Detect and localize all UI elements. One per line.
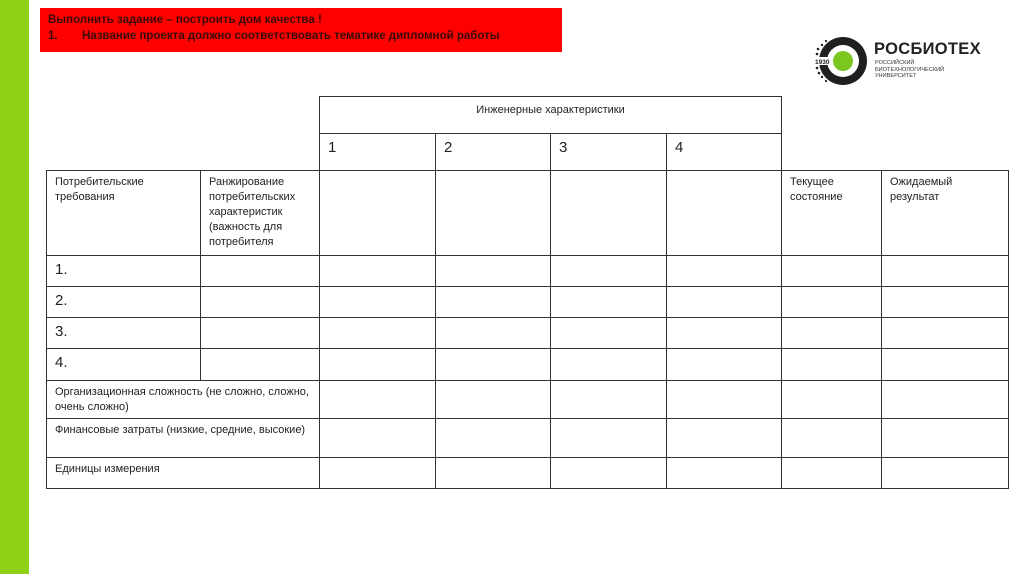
table-cell [881,286,1009,318]
table-cell [319,255,436,287]
cell-h-3 [550,170,667,256]
table-cell [781,348,882,381]
cell-h-2 [435,170,551,256]
table-cell [200,317,320,349]
task-item-number: 1. [48,30,58,42]
table-cell [200,255,320,287]
table-cell [666,418,782,458]
engineering-column-1: 1 [319,133,436,171]
expected-result-header: Ожидаемый результат [881,170,1009,256]
row-label-2: 2. [46,286,201,318]
table-cell [200,286,320,318]
table-cell [435,317,551,349]
units-label: Единицы измерения [46,457,320,489]
table-cell [435,380,551,419]
table-cell [550,317,667,349]
university-logo [814,33,994,89]
task-item-text: Название проекта должно соответствовать тематике дипломной работы [82,30,500,42]
engineering-column-3: 3 [550,133,667,171]
engineering-column-2: 2 [435,133,551,171]
table-cell [550,418,667,458]
row-label-1: 1. [46,255,201,287]
logo-emblem-icon [814,33,870,89]
table-cell [319,317,436,349]
table-cell [881,380,1009,419]
table-cell [319,348,436,381]
table-cell [319,286,436,318]
table-cell [435,418,551,458]
table-cell [319,418,436,458]
task-title: Выполнить задание – построить дом качества ! [48,14,322,26]
table-cell [666,380,782,419]
row-label-3: 3. [46,317,201,349]
table-cell [781,457,882,489]
cell-h-4 [666,170,782,256]
table-cell [550,457,667,489]
table-cell [881,418,1009,458]
engineering-header-cell [319,96,782,134]
ranking-header: Ранжирование потребительских характеристик (важность для потребителя [200,170,320,256]
table-cell [666,457,782,489]
table-cell [319,380,436,419]
financial-costs-label: Финансовые затраты (низкие, средние, высокие) [46,418,320,458]
task-item [48,28,554,44]
table-cell [435,255,551,287]
table-cell [781,255,882,287]
engineering-column-4: 4 [666,133,782,171]
table-cell [550,380,667,419]
engineering-header-label: Инженерные характеристики [476,104,625,116]
task-banner [40,8,562,52]
table-cell [881,348,1009,381]
table-cell [781,317,882,349]
logo-year: 1930 [815,59,830,66]
table-cell [319,457,436,489]
table-cell [781,418,882,458]
cell-h-1 [319,170,436,256]
green-accent-bar [0,0,29,574]
logo-subtitle: РОССИЙСКИЙ БИОТЕХНОЛОГИЧЕСКИЙ УНИВЕРСИТЕТ [875,60,945,80]
current-state-header: Текущее состояние [781,170,882,256]
table-cell [666,286,782,318]
row-label-4: 4. [46,348,201,381]
table-cell [781,286,882,318]
table-cell [550,255,667,287]
table-cell [881,457,1009,489]
table-cell [666,255,782,287]
table-cell [200,348,320,381]
consumer-requirements-header: Потребительские требования [46,170,201,256]
table-cell [781,380,882,419]
table-cell [550,348,667,381]
table-cell [550,286,667,318]
table-cell [666,348,782,381]
table-cell [435,286,551,318]
table-cell [666,317,782,349]
table-cell [881,317,1009,349]
table-cell [435,457,551,489]
table-cell [435,348,551,381]
organizational-complexity-label: Организационная сложность (не сложно, сложно, очень сложно) [46,380,320,419]
logo-name: РОСБИОТЕХ [874,40,981,58]
table-cell [881,255,1009,287]
